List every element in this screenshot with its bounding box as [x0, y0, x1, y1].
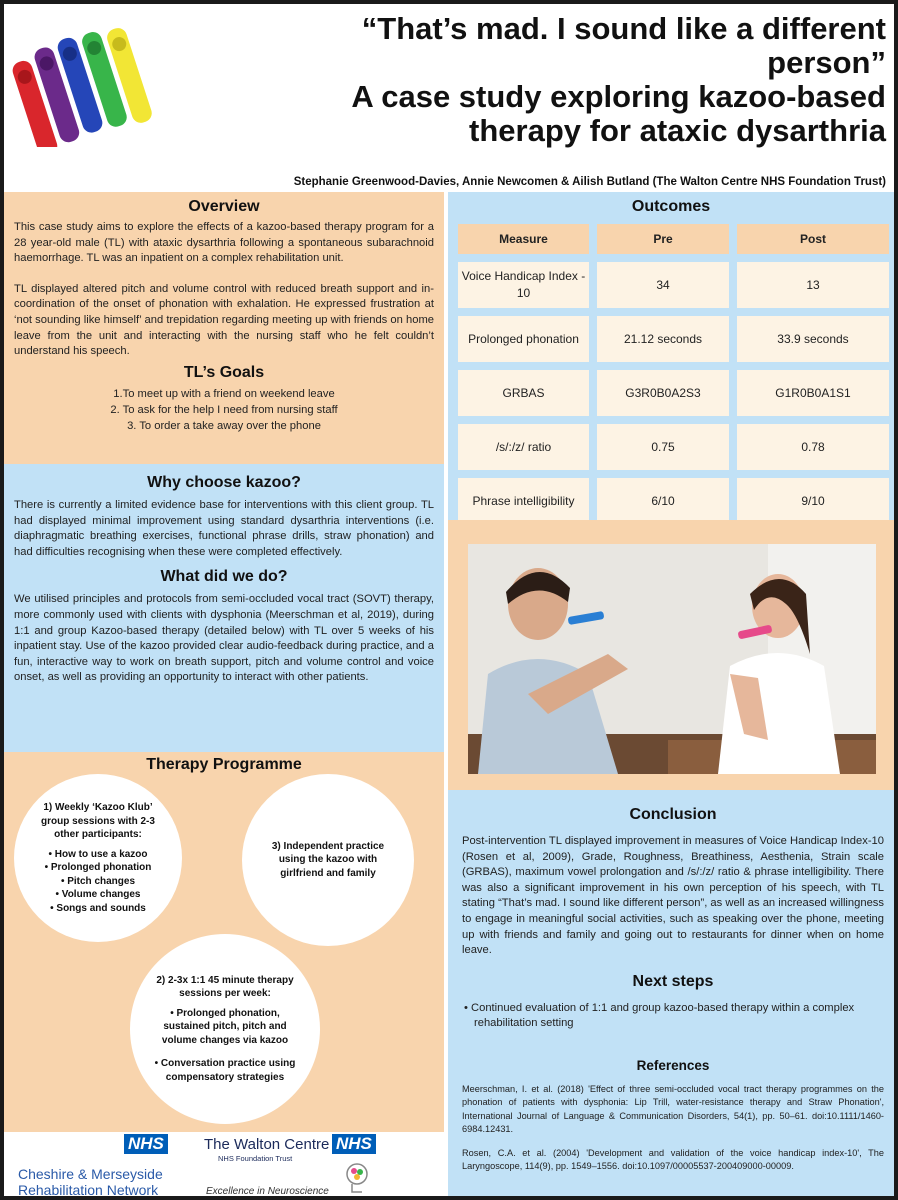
- table-header: Measure: [458, 224, 589, 254]
- list-item: • Conversation practice using compensatory strategies: [152, 1057, 298, 1084]
- table-cell: Voice Handicap Index - 10: [458, 262, 589, 308]
- why-title: Why choose kazoo?: [147, 474, 301, 491]
- tagline: Excellence in Neuroscience: [206, 1186, 329, 1196]
- overview-paragraph-1: This case study aims to explore the effects of a kazoo-based therapy program for a 28 year-old male (TL) with ataxic dysarthria following a spontaneous subarachnoid haemorrhage. TL was an inpatient on a complex rehabilitation unit.: [14, 221, 434, 265]
- table-cell: 6/10: [597, 478, 729, 524]
- references-title: References: [636, 1057, 710, 1073]
- reference-item: Meerschman, I. et al. (2018) 'Effect of three semi-occluded vocal tract therapy programmes on the phonation of patients with dysphonia: Lip Trill, water-resistance therapy and Straw Phonation', International Journal of Language & Communication Disorders, 54(1), pp. 50–61. doi:10.1111/1460-6984.12431.: [462, 1083, 884, 1135]
- table-cell: 0.78: [737, 424, 889, 470]
- therapy-photo: [468, 544, 876, 774]
- table-cell: G1R0B0A1S1: [737, 370, 889, 416]
- overview-paragraph-2: TL displayed altered pitch and volume control with reduced breath support and in-coordination of the onset of phonation with exhalation. He expressed frustration at ‘not sounding like himself’ and trepidation regarding meeting up with friends on home leave from the unit and interacting with the nursing staff who he felt couldn’t understand his speech.: [14, 282, 434, 358]
- table-cell: 33.9 seconds: [737, 316, 889, 362]
- table-cell: 34: [597, 262, 729, 308]
- circle-heading: 1) Weekly ‘Kazoo Klub’ group sessions with 2-3 other participants:: [41, 802, 155, 840]
- goals-list: [14, 386, 434, 434]
- table-header: Pre: [597, 224, 729, 254]
- overview-title: Overview: [188, 198, 260, 215]
- therapy-title: Therapy Programme: [146, 756, 302, 773]
- conclusion-section: [448, 790, 894, 1196]
- what-text: We utilised principles and protocols from semi-occluded vocal tract (SOVT) therapy, more commonly used with clients with dysphonia (Meerschman et al, 2019), during 1:1 and group Kazoo-based therapy (detailed below) with TL over 5 weeks of his inpatient stay. Use of the kazoo provided clear audio-feedback during practice, and a fun, interactive way to work on breath support, pitch and volume control and voice onset, as well as providing an opportunity to interact with other patients.: [14, 593, 434, 684]
- nhs-logo: NHS: [332, 1134, 376, 1154]
- network-logo: [18, 1166, 163, 1196]
- circle-list: [45, 848, 152, 916]
- network-line-1: Cheshire & Merseyside: [18, 1166, 163, 1182]
- brain-icon: [342, 1162, 372, 1194]
- logos-footer: [4, 1132, 444, 1196]
- circle-heading: 3) Independent practice using the kazoo with girlfriend and family: [271, 840, 385, 879]
- table-cell: 21.12 seconds: [597, 316, 729, 362]
- next-steps-title: Next steps: [632, 972, 714, 990]
- table-cell: /s/:/z/ ratio: [458, 424, 589, 470]
- title-quote: “That’s mad. I sound like a different person”: [361, 11, 886, 80]
- conclusion-text: Post-intervention TL displayed improvement in measures of Voice Handicap Index-10 (Rosen et al, 2009), Grade, Roughness, Breathiness, Aesthenia, Strain scale (GRBAS), maximum vowel prolongation and /s/:/z/ ratio & phrase intelligibility. There was also a significant improvement in his own perception of his speech, with TL stating “That’s mad. I sound like different person”, as well as an increased willingness to engage in meaningful social activities, such as speaking over the phone, meeting up with friends and family and going out to restaurants for dinner when on home leave.: [462, 835, 884, 957]
- what-title: What did we do?: [160, 568, 288, 586]
- therapy-circle-group: [14, 774, 182, 942]
- therapy-circle-individual: [130, 934, 320, 1124]
- conclusion-title: Conclusion: [629, 806, 717, 823]
- poster: [4, 4, 894, 1196]
- table-header: Post: [737, 224, 889, 254]
- outcomes-table: [458, 224, 884, 524]
- why-text: There is currently a limited evidence base for interventions with this client group. TL had displayed minimal improvement using standard dysarthria interventions (i.e. diaphragmatic breathing exercises, functional phrase drills, straw phonation) and had difficulties recognising when these were completed effectively.: [14, 499, 434, 558]
- next-steps-text: Continued evaluation of 1:1 and group kazoo-based therapy within a complex rehabilitation setting: [471, 1001, 855, 1030]
- photo-section: [448, 520, 894, 790]
- title-subtitle: A case study exploring kazoo-based therapy for ataxic dysarthria: [351, 79, 886, 148]
- why-section: [4, 464, 444, 752]
- walton-subtitle: NHS Foundation Trust: [218, 1154, 293, 1163]
- circle-heading: 2) 2-3x 1:1 45 minute therapy sessions per week:: [156, 974, 294, 1000]
- overview-section: [4, 192, 444, 464]
- network-line-2: Rehabilitation Network: [18, 1182, 159, 1196]
- list-item: • Pitch changes: [45, 875, 152, 889]
- outcomes-title: Outcomes: [631, 198, 711, 215]
- list-item: • Prolonged phonation, sustained pitch, pitch and volume changes via kazoo: [152, 1007, 298, 1048]
- table-cell: GRBAS: [458, 370, 589, 416]
- table-cell: G3R0B0A2S3: [597, 370, 729, 416]
- table-cell: Prolonged phonation: [458, 316, 589, 362]
- table-cell: 9/10: [737, 478, 889, 524]
- list-item: • How to use a kazoo: [45, 848, 152, 862]
- kazoo-image: [12, 22, 162, 147]
- list-item: • Prolonged phonation: [45, 861, 152, 875]
- goals-title: TL’s Goals: [183, 363, 265, 381]
- table-cell: 13: [737, 262, 889, 308]
- goal-item: 1.To meet up with a friend on weekend leave: [113, 387, 335, 400]
- table-cell: Phrase intelligibility: [458, 478, 589, 524]
- table-cell: 0.75: [597, 424, 729, 470]
- list-item: • Songs and sounds: [45, 902, 152, 916]
- poster-title: [246, 12, 886, 148]
- therapy-circle-independent: [242, 774, 414, 946]
- next-steps-item: • Continued evaluation of 1:1 and group kazoo-based therapy within a complex rehabilitation setting: [464, 1001, 855, 1030]
- circle-list: [152, 1007, 298, 1085]
- walton-logo: The Walton Centre: [204, 1136, 330, 1153]
- goal-item: 2. To ask for the help I need from nursing staff: [110, 403, 338, 416]
- list-item: • Volume changes: [45, 888, 152, 902]
- nhs-logo: NHS: [124, 1134, 168, 1154]
- authors: Stephanie Greenwood-Davies, Annie Newcomen & Ailish Butland (The Walton Centre NHS Foundation Trust): [293, 176, 886, 188]
- goal-item: 3. To order a take away over the phone: [127, 419, 321, 432]
- reference-item: Rosen, C.A. et al. (2004) 'Development and validation of the voice handicap index-10', The Laryngoscope, 114(9), pp. 1549–1556. doi:10.1097/00005537-200409000-00009.: [462, 1147, 884, 1172]
- outcomes-section: [448, 192, 894, 520]
